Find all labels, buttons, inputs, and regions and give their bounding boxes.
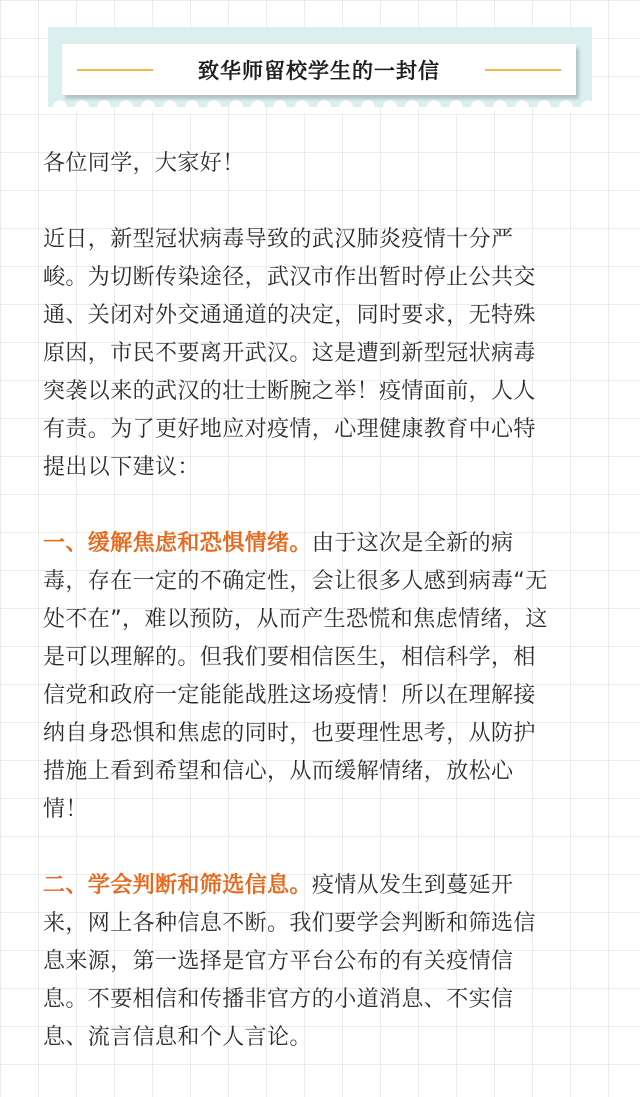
letter-body: [43, 145, 603, 1095]
section-1-line: 纳自身恐惧和焦虑的同时，也要理性思考，从防护: [43, 721, 536, 746]
intro-line: 通、关闭对外交通通道的决定，同时要求，无特殊: [43, 303, 536, 328]
page-title: 致华师留校学生的一封信: [198, 58, 440, 83]
intro-line: 突袭以来的武汉的壮士断腕之举！疫情面前，人人: [43, 379, 536, 404]
section-2-line: 息来源，第一选择是官方平台公布的有关疫情信: [43, 949, 514, 974]
intro-line: 原因，市民不要离开武汉。这是遭到新型冠状病毒: [43, 341, 536, 366]
section-2-line: 息、流言信息和个人言论。: [43, 1025, 312, 1050]
section-1-paragraph: [43, 525, 603, 829]
scallop-edge: [48, 99, 592, 115]
section-2-line: 疫情从发生到蔓延开: [311, 873, 514, 898]
title-decor-line-left: [77, 69, 153, 71]
section-1-line: 毒，存在一定的不确定性，会让很多人感到病毒“无: [43, 569, 548, 594]
section-1-heading: 一、缓解焦虑和恐惧情绪。: [43, 531, 312, 556]
section-1-line: 是可以理解的。但我们要相信医生，相信科学，相: [43, 645, 536, 670]
title-box: [62, 44, 576, 95]
section-1-line: 措施上看到希望和信心，从而缓解情绪，放松心: [43, 759, 514, 784]
intro-line: 峻。为切断传染途径，武汉市作出暂时停止公共交: [43, 265, 536, 290]
section-1-line: 由于这次是全新的病: [311, 531, 514, 556]
section-1-line: 信党和政府一定能能战胜这场疫情！所以在理解接: [43, 683, 536, 708]
section-2-line: 息。不要相信和传播非官方的小道消息、不实信: [43, 987, 514, 1012]
section-2-paragraph: [43, 867, 603, 1057]
intro-line: 近日，新型冠状病毒导致的武汉肺炎疫情十分严: [43, 227, 514, 252]
intro-paragraph: [43, 221, 603, 487]
intro-line: 有责。为了更好地应对疫情，心理健康教育中心特: [43, 417, 536, 442]
greeting: 各位同学，大家好！: [43, 151, 245, 176]
intro-line: 提出以下建议：: [43, 455, 200, 480]
title-decor-line-right: [485, 69, 561, 71]
section-1-line: 情！: [43, 797, 88, 822]
section-2-heading: 二、学会判断和筛选信息。: [43, 873, 312, 898]
section-2-line: 来，网上各种信息不断。我们要学会判断和筛选信: [43, 911, 536, 936]
section-1-line: 处不在”，难以预防，从而产生恐慌和焦虑情绪，这: [43, 607, 548, 632]
